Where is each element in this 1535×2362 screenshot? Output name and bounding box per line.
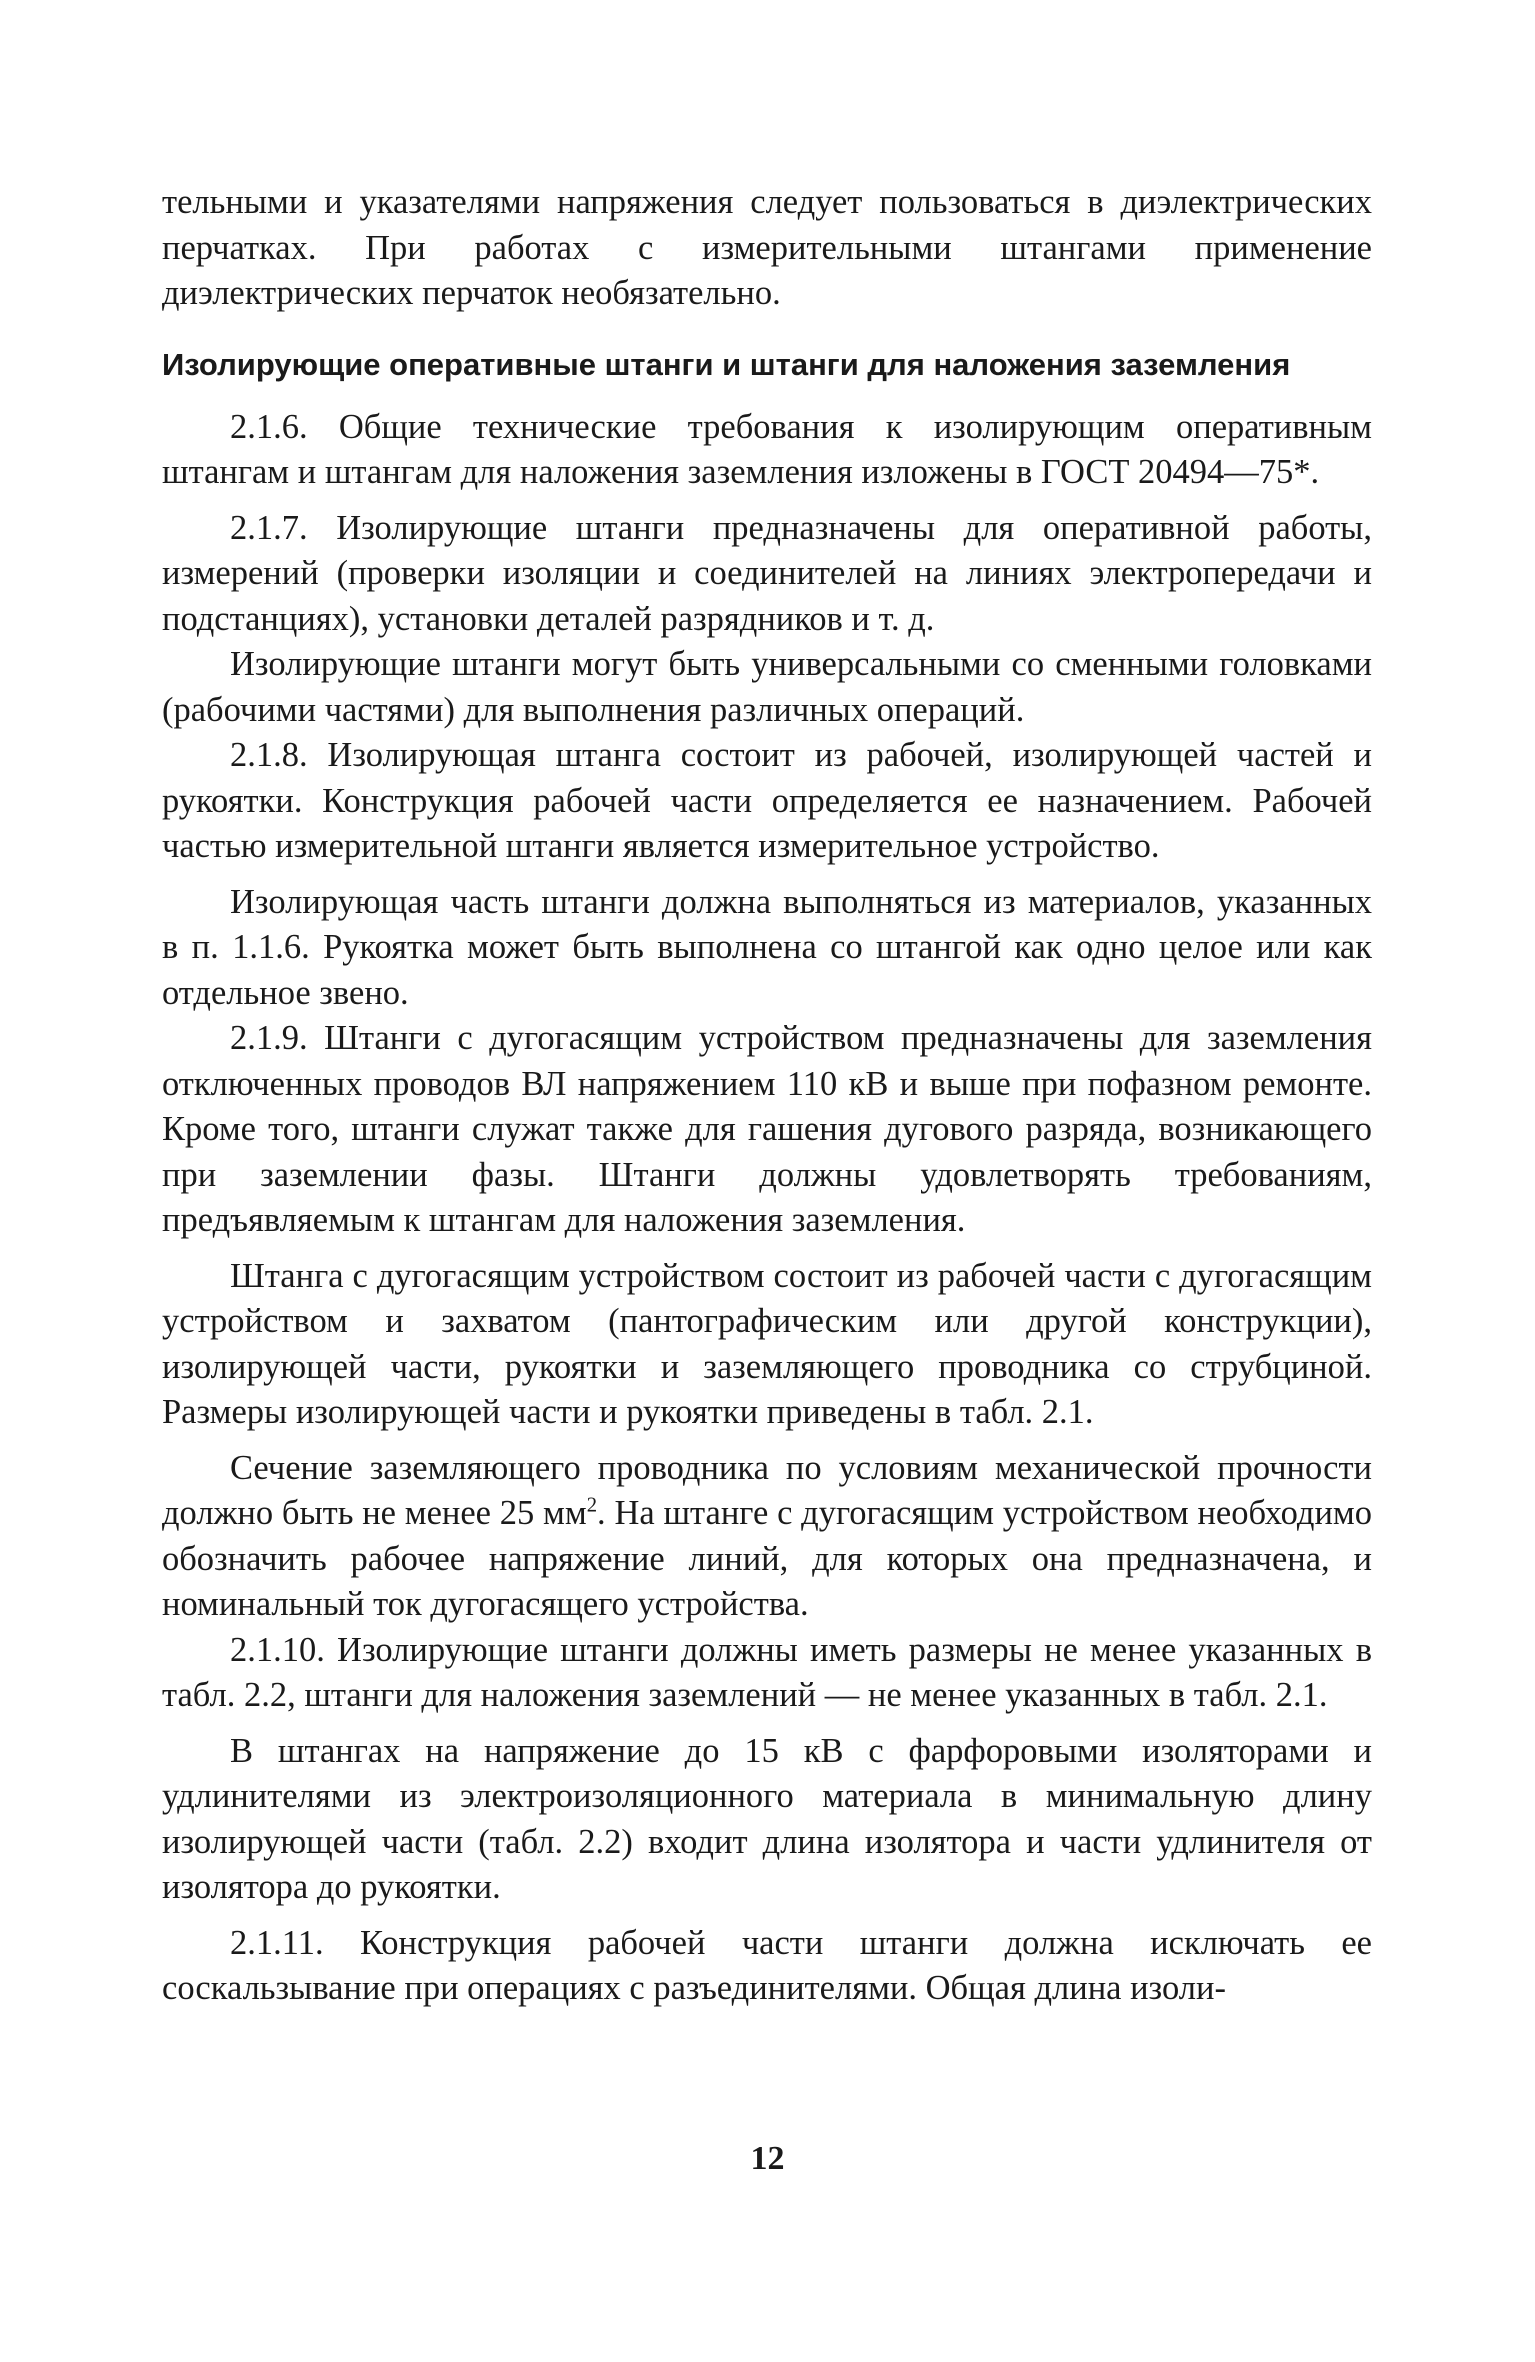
paragraph-2-1-8: 2.1.8. Изолирующая штанга состоит из рабочей, изолирующей частей и рукоятки. Конструкция рабочей части определяется ее назначением. Рабочей частью измерительной штанги является измерительное устройство. — [162, 736, 1372, 865]
paragraph-universal-heads: Изолирующие штанги могут быть универсальными со сменными головками (рабочими частями) для выполнения различных операций. — [162, 645, 1372, 729]
paragraph-conductor-section — [162, 1446, 1372, 1628]
paragraph-2-1-9: 2.1.9. Штанги с дугогасящим устройством предназначены для заземления отключенных проводов ВЛ напряжением 110 кВ и выше при пофазном ремонте. Кроме того, штанги служат также для гашения дугового разряда, возникающего при заземлении фазы. Штанги должны удовлетворять требованиям, предъявляемым к штангам для наложения заземления. — [162, 1019, 1372, 1239]
paragraph-conductor-section-a: Сечение заземляющего проводника по условиям механической прочности должно быть не менее 25 мм — [162, 1448, 1372, 1532]
paragraph-2-1-11: 2.1.11. Конструкция рабочей части штанги должна исключать ее соскальзывание при операциях с разъединителями. Общая длина изоли- — [162, 1923, 1372, 2007]
paragraph-2-1-10: 2.1.10. Изолирующие штанги должны иметь размеры не менее указанных в табл. 2.2, штанги для наложения заземлений — не менее указанных в табл. 2.1. — [162, 1630, 1372, 1714]
paragraph-2-1-7: 2.1.7. Изолирующие штанги предназначены для оперативной работы, измерений (проверки изоляции и соединителей на линиях электропередачи и подстанциях), установки деталей разрядников и т. д. — [162, 508, 1372, 638]
paragraph-continuation: тельными и указателями напряжения следует пользоваться в диэлектрических перчатках. При работах с измерительными штангами применение диэлектрических перчаток необязательно. — [162, 183, 1372, 312]
paragraph-arc-device-rod: Штанга с дугогасящим устройством состоит из рабочей части с дугогасящим устройством и захватом (пантографическим или другой конструкции), изолирующей части, рукоятки и заземляющего проводника со струбциной. Размеры изолирующей части и рукоятки приведены в табл. 2.1. — [162, 1256, 1372, 1431]
paragraph-insulating-part: Изолирующая часть штанги должна выполняться из материалов, указанных в п. 1.1.6. Рукоятка может быть выполнена со штангой как одно целое или как отдельное звено. — [162, 882, 1372, 1012]
section-heading: Изолирующие оперативные штанги и штанги для наложения заземления — [162, 346, 1291, 382]
paragraph-2-1-6: 2.1.6. Общие технические требования к изолирующим оперативным штангам и штангам для наложения заземления изложены в ГОСТ 20494—75*. — [162, 407, 1372, 491]
page-number: 12 — [750, 2140, 785, 2177]
paragraph-15kv-rods: В штангах на напряжение до 15 кВ с фарфоровыми изоляторами и удлинителями из электроизоляционного материала в минимальную длину изолирующей части (табл. 2.2) входит длина изолятора и части удлинителя от изолятора до рукоятки. — [162, 1731, 1372, 1906]
superscript-squared: 2 — [586, 1494, 598, 1517]
document-page — [162, 180, 1372, 2012]
paragraph-conductor-section-b: . На штанге с дугогасящим устройством необходимо обозначить рабочее напряжение линий, для которых она предназначена, и номинальный ток дугогасящего устройства. — [162, 1494, 1372, 1623]
